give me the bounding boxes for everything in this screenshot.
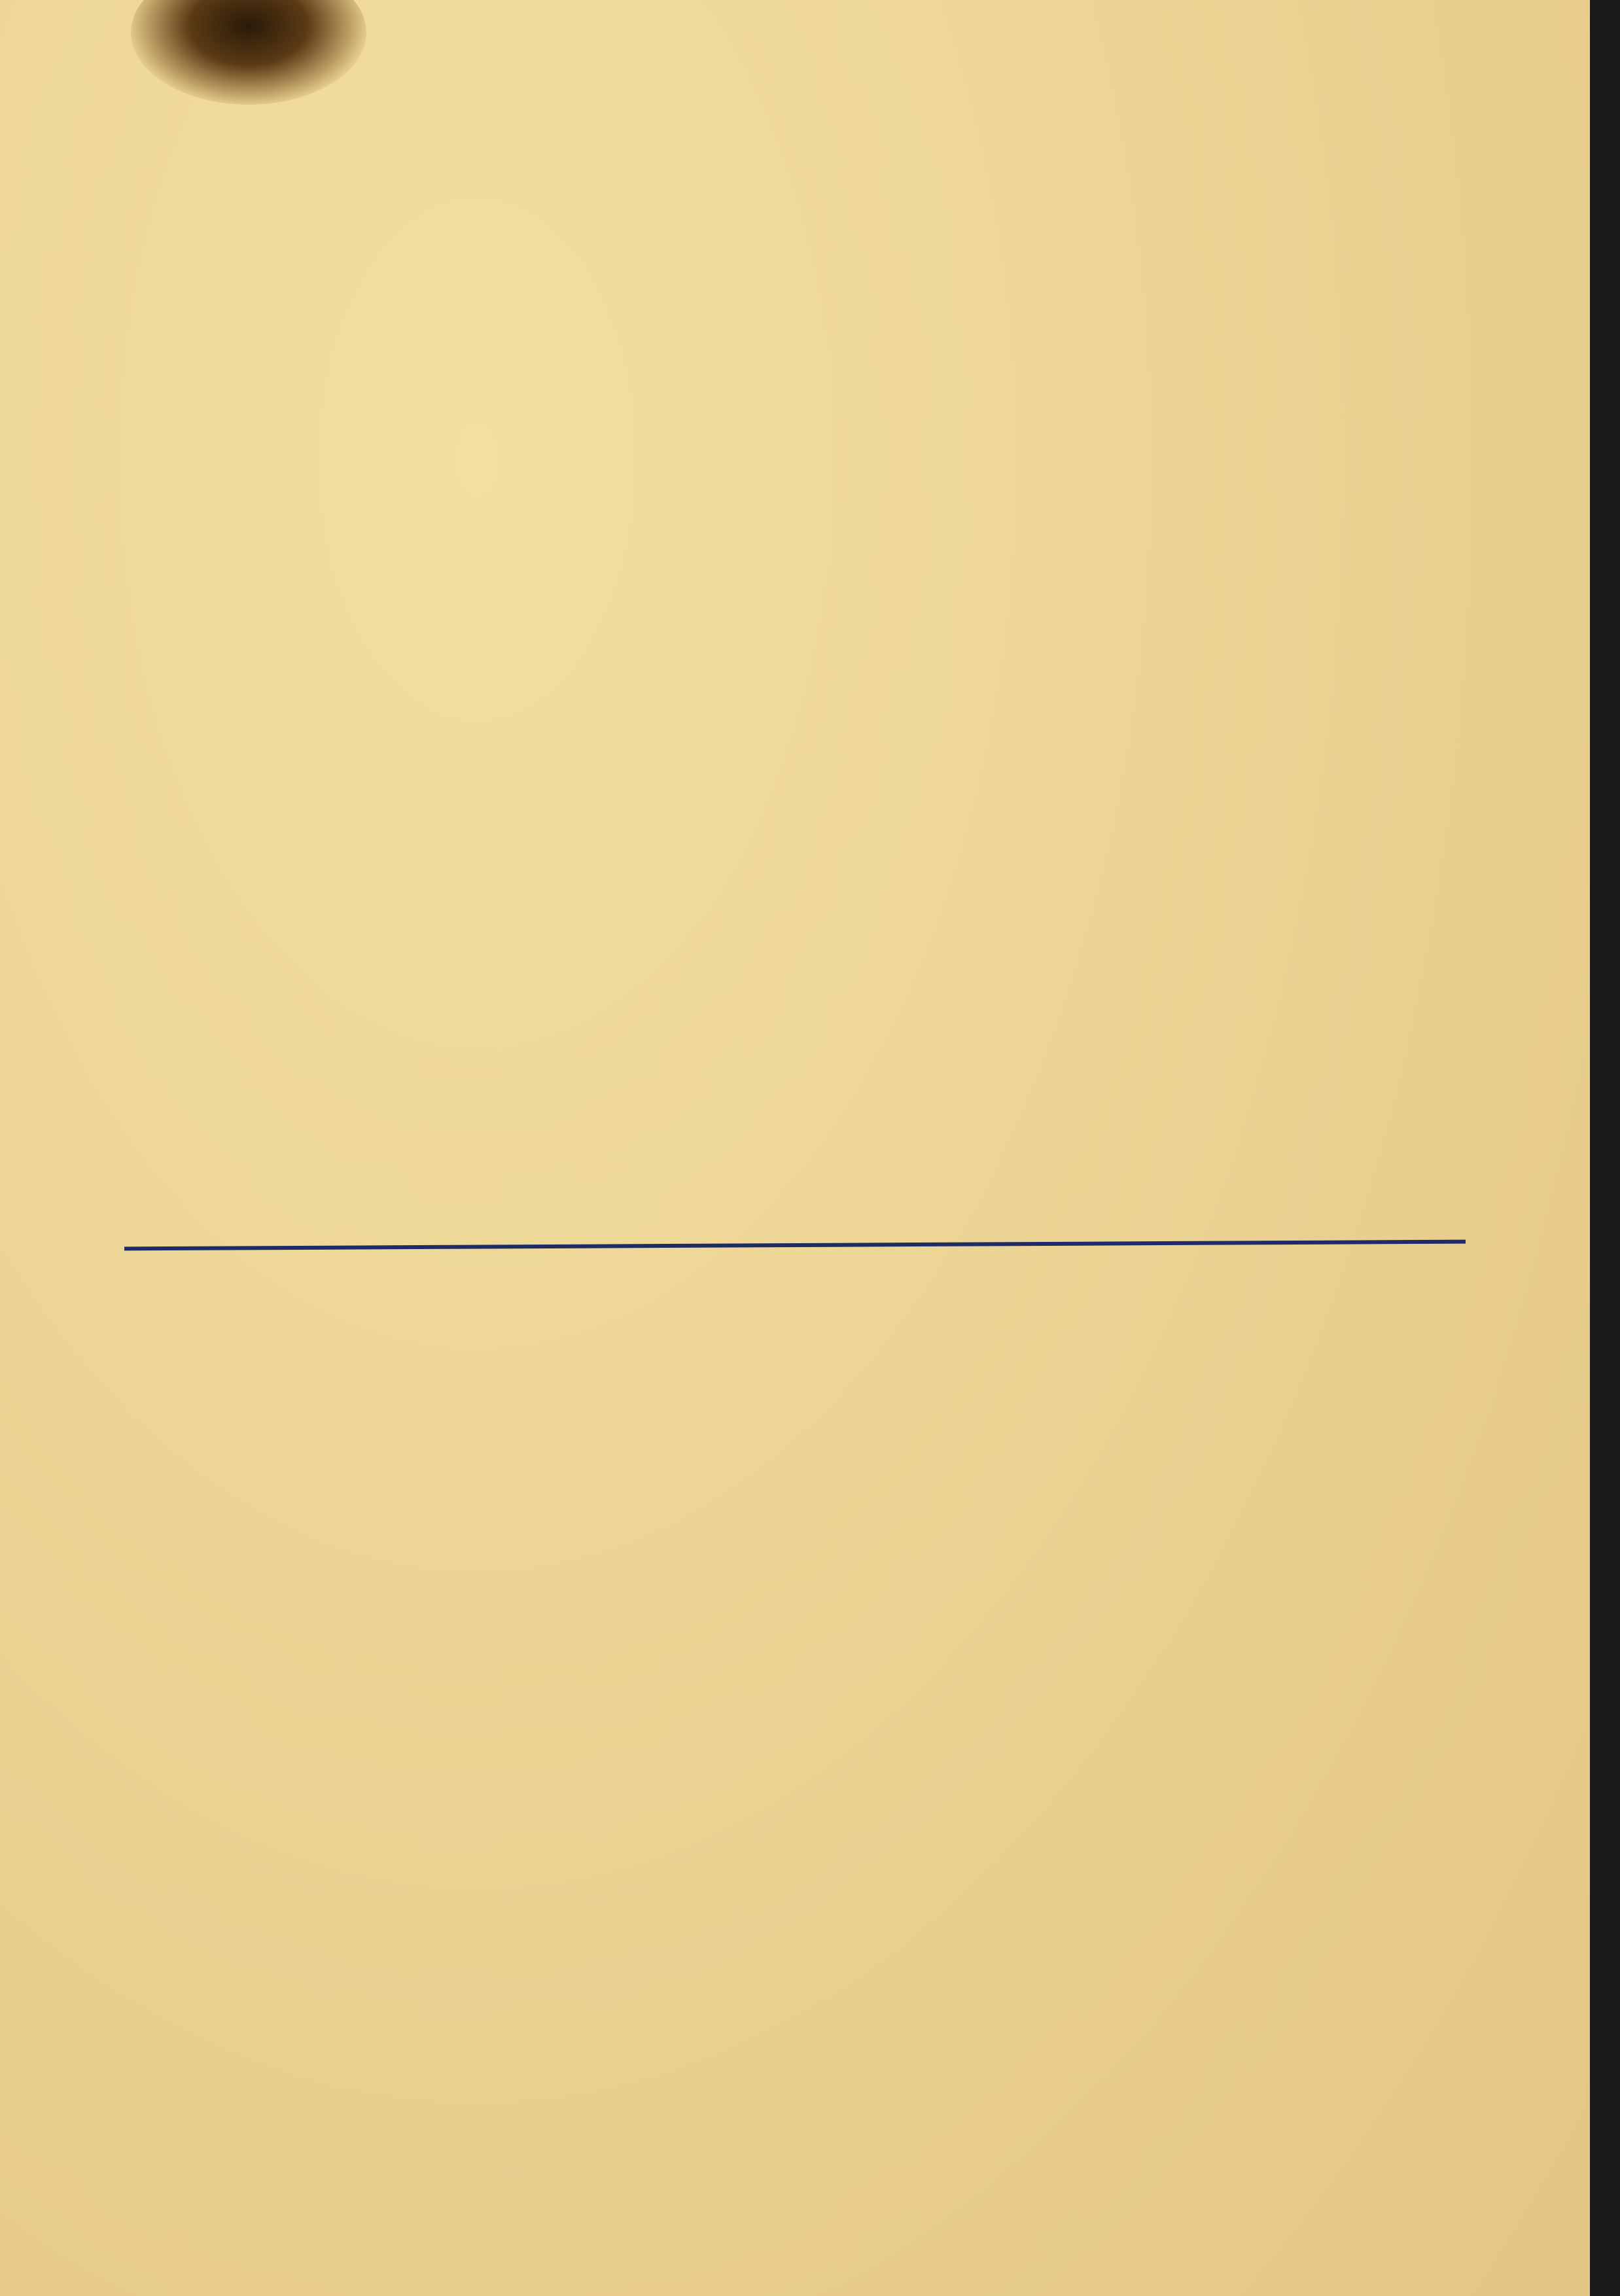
section-rule: [124, 1240, 1466, 1251]
burn-stain: [131, 0, 366, 105]
